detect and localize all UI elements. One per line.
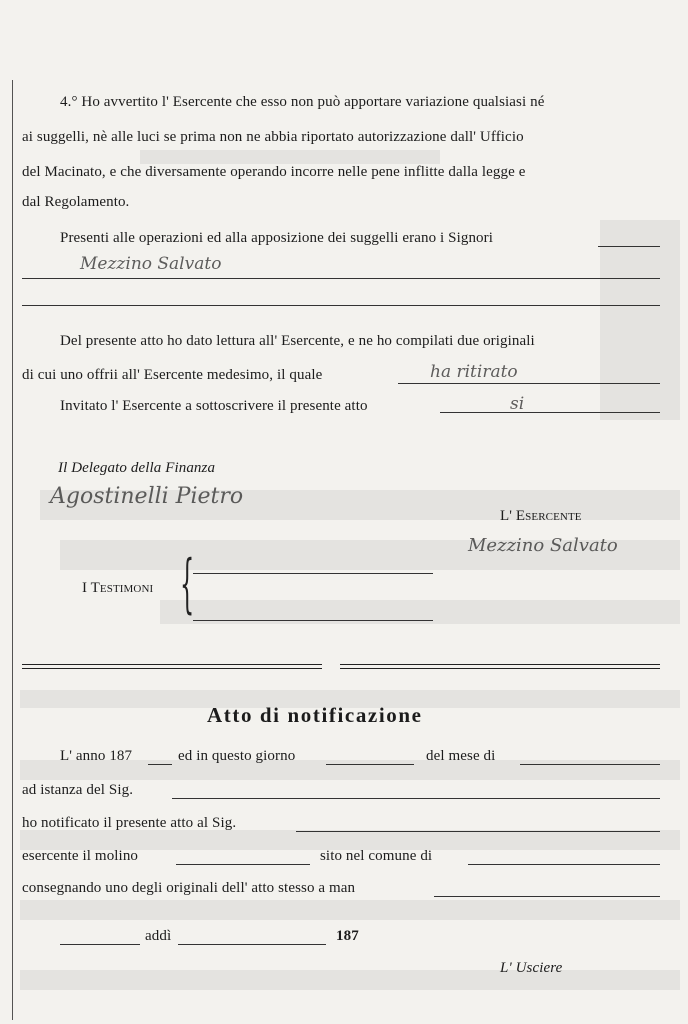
lettura-handwritten-atto: si [510, 394, 525, 414]
esercente-signature: Mezzino Salvato [468, 535, 618, 556]
para4-line3: del Macinato, e che diversamente operando incorre nelle pene inflitte dalla legge e [22, 164, 526, 180]
lettura-handwritten-quale: ha ritirato [430, 362, 518, 382]
quale-rule [398, 383, 660, 384]
testimoni-brace: { [180, 547, 195, 621]
notifica-l4-rule-1 [176, 864, 310, 865]
notifica-l1-rule-3 [520, 764, 660, 765]
bleed-through-band [20, 900, 680, 920]
para4-line1: 4.° Ho avvertito l' Esercente che esso non può apportare variazione qualsiasi né [60, 94, 545, 110]
testimoni-label: I Testimoni [82, 580, 154, 596]
testimone-rule-2 [193, 620, 433, 621]
lettura-line3: Invitato l' Esercente a sottoscrivere il presente atto [60, 398, 368, 414]
atto-rule [440, 412, 660, 413]
bleed-through-band [600, 220, 680, 420]
notifica-l6-rule-1 [60, 944, 140, 945]
bleed-through-band [140, 150, 440, 164]
para4-line4: dal Regolamento. [22, 194, 130, 210]
delegato-label: Il Delegato della Finanza [58, 460, 216, 476]
notifica-l2-rule [172, 798, 660, 799]
left-margin-line [12, 80, 13, 1020]
usciere-label: L' Usciere [500, 960, 563, 976]
notifica-l1-rule-1 [148, 764, 172, 765]
notifica-l1-c: del mese di [426, 748, 496, 764]
separator-double-right [340, 664, 660, 669]
notifica-title: Atto di notificazione [207, 703, 423, 727]
presenti-handwritten: Mezzino Salvato [80, 254, 222, 274]
notifica-l2: ad istanza del Sig. [22, 782, 134, 798]
notifica-l1-b: ed in questo giorno [178, 748, 296, 764]
notifica-l1-a: L' anno 187 [60, 748, 133, 764]
notifica-l4-b: sito nel comune di [320, 848, 433, 864]
notifica-l6-a: addì [145, 928, 172, 944]
notifica-l4-rule-2 [468, 864, 660, 865]
testimone-rule-1 [193, 573, 433, 574]
para4-line2: ai suggelli, nè alle luci se prima non ne abbia riportato autorizzazione dall' Ufficio [22, 129, 524, 145]
presenti-line-rule-2 [22, 305, 660, 306]
notifica-l1-rule-2 [326, 764, 414, 765]
presenti-line-rule [22, 278, 660, 279]
notifica-l6-b: 187 [336, 928, 359, 944]
presenti-text: Presenti alle operazioni ed alla apposizione dei suggelli erano i Signori [60, 230, 494, 246]
presenti-rule [598, 246, 660, 247]
separator-double-left [22, 664, 322, 669]
lettura-line1: Del presente atto ho dato lettura all' Esercente, e ne ho compilati due originali [60, 333, 535, 349]
bleed-through-band [20, 830, 680, 850]
notifica-l4-a: esercente il molino [22, 848, 139, 864]
esercente-label: L' Esercente [500, 508, 582, 524]
notifica-l3-rule [296, 831, 660, 832]
notifica-l5-rule [434, 896, 660, 897]
notifica-l3: ho notificato il presente atto al Sig. [22, 815, 237, 831]
lettura-line2: di cui uno offrii all' Esercente medesimo, il quale [22, 367, 323, 383]
notifica-l5: consegnando uno degli originali dell' atto stesso a man [22, 880, 356, 896]
notifica-l6-rule-2 [178, 944, 326, 945]
bleed-through-band [20, 970, 680, 990]
delegato-signature: Agostinelli Pietro [50, 484, 244, 509]
